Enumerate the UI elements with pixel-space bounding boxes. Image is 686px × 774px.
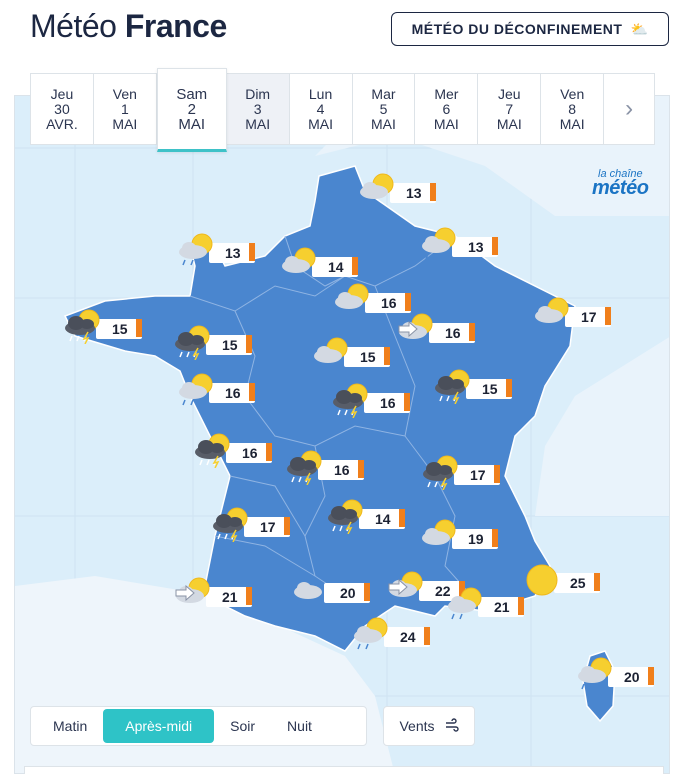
temperature-bar [249, 243, 255, 261]
day-name: Ven [560, 85, 585, 102]
period-tab[interactable]: Après-midi [103, 709, 214, 743]
temperature-bar [246, 587, 252, 605]
sun-rain-icon [350, 616, 394, 652]
day-tab[interactable] [227, 74, 290, 144]
day-month: MAI [496, 115, 522, 132]
temperature-bar [494, 465, 500, 483]
day-num: 7 [505, 100, 514, 117]
day-month: MAI [112, 115, 138, 132]
sun-cloud-rain-icon [175, 232, 219, 268]
sun-rain-icon [418, 226, 462, 262]
temperature-label: 14 [359, 509, 405, 529]
day-month: MAI [178, 115, 206, 133]
temperature-bar [648, 667, 654, 685]
temperature-label: 21 [206, 587, 252, 607]
la-chaine-meteo-logo: la chaîne météo [592, 168, 649, 199]
day-month: MAI [433, 115, 459, 132]
temperature-label: 16 [209, 383, 255, 403]
day-tab[interactable] [290, 74, 353, 144]
sun-cloud-rain-icon [278, 246, 322, 282]
temperature-label: 20 [608, 667, 654, 687]
temperature-label: 13 [452, 237, 498, 257]
day-month: MAI [308, 115, 333, 132]
temperature-label: 15 [96, 319, 142, 339]
storm-icon [325, 498, 369, 534]
day-num: 5 [379, 100, 388, 117]
sun-rain-icon [531, 296, 575, 332]
day-month: AVR. [46, 115, 78, 132]
temperature-bar [399, 509, 405, 527]
period-tab[interactable]: Matin [53, 718, 88, 734]
day-name: Jeu [50, 85, 74, 102]
day-tab[interactable] [415, 74, 478, 144]
sun-rain-icon [310, 336, 354, 372]
day-num: 1 [120, 100, 129, 117]
sun-rain-icon [331, 282, 375, 318]
sun-icon [520, 562, 564, 598]
temperature-bar [246, 335, 252, 353]
weather-map[interactable] [14, 95, 670, 774]
storm-icon [284, 449, 328, 485]
temperature-label: 22 [419, 581, 465, 601]
day-num: 30 [54, 100, 70, 117]
temperature-label: 17 [565, 307, 611, 327]
temperature-bar [605, 307, 611, 325]
temperature-label: 16 [365, 293, 411, 313]
day-tab[interactable] [541, 74, 604, 144]
temperature-bar [492, 237, 498, 255]
day-name: Mar [371, 85, 396, 102]
temperature-label: 16 [364, 393, 410, 413]
temperature-bar [469, 323, 475, 341]
temperature-label: 21 [478, 597, 524, 617]
sun-rain-icon [175, 372, 219, 408]
cloud-sun-icon: ⛅ [630, 20, 649, 37]
header [0, 0, 686, 60]
storm-icon [172, 324, 216, 360]
temperature-bar [384, 347, 390, 365]
day-tab[interactable] [157, 68, 227, 152]
temperature-label: 13 [209, 243, 255, 263]
sun-rain-icon [444, 586, 488, 622]
temperature-bar [404, 393, 410, 411]
temperature-label: 17 [244, 517, 290, 537]
day-num: 8 [568, 100, 577, 117]
day-name: Lun [308, 85, 333, 102]
wind-label: Vents [399, 718, 435, 734]
day-num: 6 [442, 100, 451, 117]
sun-rain-icon [356, 172, 400, 208]
day-name: Ven [112, 85, 137, 102]
day-month: MAI [559, 115, 585, 132]
day-month: MAI [245, 115, 271, 132]
temperature-bar [284, 517, 290, 535]
temperature-label: 16 [226, 443, 272, 463]
temperature-bar [424, 627, 430, 645]
day-name: Mer [434, 85, 459, 102]
cloud-rain-icon [290, 572, 334, 608]
temperature-bar [405, 293, 411, 311]
temperature-label: 15 [206, 335, 252, 355]
temperature-bar [266, 443, 272, 461]
temperature-label: 25 [554, 573, 600, 593]
storm-icon [420, 454, 464, 490]
day-num: 3 [253, 100, 262, 117]
temperature-label: 20 [324, 583, 370, 603]
temperature-bar [506, 379, 512, 397]
temperature-label: 17 [454, 465, 500, 485]
wind-button[interactable] [383, 706, 475, 746]
day-name: Dim [245, 85, 271, 102]
sun-wind-icon [395, 312, 439, 348]
bottom-panel [24, 766, 664, 774]
day-tab[interactable] [478, 74, 541, 144]
day-num: 4 [316, 100, 325, 117]
storm-icon [330, 382, 374, 418]
storm-icon [210, 506, 254, 542]
temperature-label: 14 [312, 257, 358, 277]
storm-icon [192, 432, 236, 468]
day-tab[interactable] [94, 74, 157, 144]
temperature-bar [352, 257, 358, 275]
temperature-bar [518, 597, 524, 615]
day-name: Sam [176, 85, 208, 103]
period-tab[interactable]: Nuit [287, 718, 312, 734]
deconfinement-button[interactable] [391, 12, 669, 46]
chevron-right-icon[interactable]: › [625, 95, 634, 122]
day-month: MAI [371, 115, 396, 132]
day-selector [30, 73, 655, 145]
temperature-label: 15 [466, 379, 512, 399]
day-tab[interactable] [353, 74, 416, 144]
storm-icon [62, 308, 106, 344]
sun-rain-icon [418, 518, 462, 554]
temperature-label: 24 [384, 627, 430, 647]
day-tab[interactable] [31, 74, 94, 144]
sun-wind-icon [172, 576, 216, 612]
period-tab[interactable]: Soir [230, 718, 256, 734]
temperature-bar [364, 583, 370, 601]
period-selector [30, 706, 367, 746]
temperature-label: 16 [318, 460, 364, 480]
deconfinement-label: MÉTÉO DU DÉCONFINEMENT [411, 21, 623, 37]
temperature-label: 15 [344, 347, 390, 367]
temperature-label: 16 [429, 323, 475, 343]
page-title: Météo France [30, 8, 227, 44]
sun-rain-icon [574, 656, 618, 692]
temperature-bar [492, 529, 498, 547]
france-map [15, 96, 670, 774]
temperature-label: 19 [452, 529, 498, 549]
temperature-bar [358, 460, 364, 478]
day-num: 2 [187, 100, 196, 118]
temperature-bar [594, 573, 600, 591]
temperature-bar [136, 319, 142, 337]
day-name: Jeu [497, 85, 521, 102]
temperature-bar [249, 383, 255, 401]
wind-icon [445, 718, 459, 735]
storm-icon [432, 368, 476, 404]
sun-wind-icon [385, 570, 429, 606]
temperature-label: 13 [390, 183, 436, 203]
temperature-bar [430, 183, 436, 201]
